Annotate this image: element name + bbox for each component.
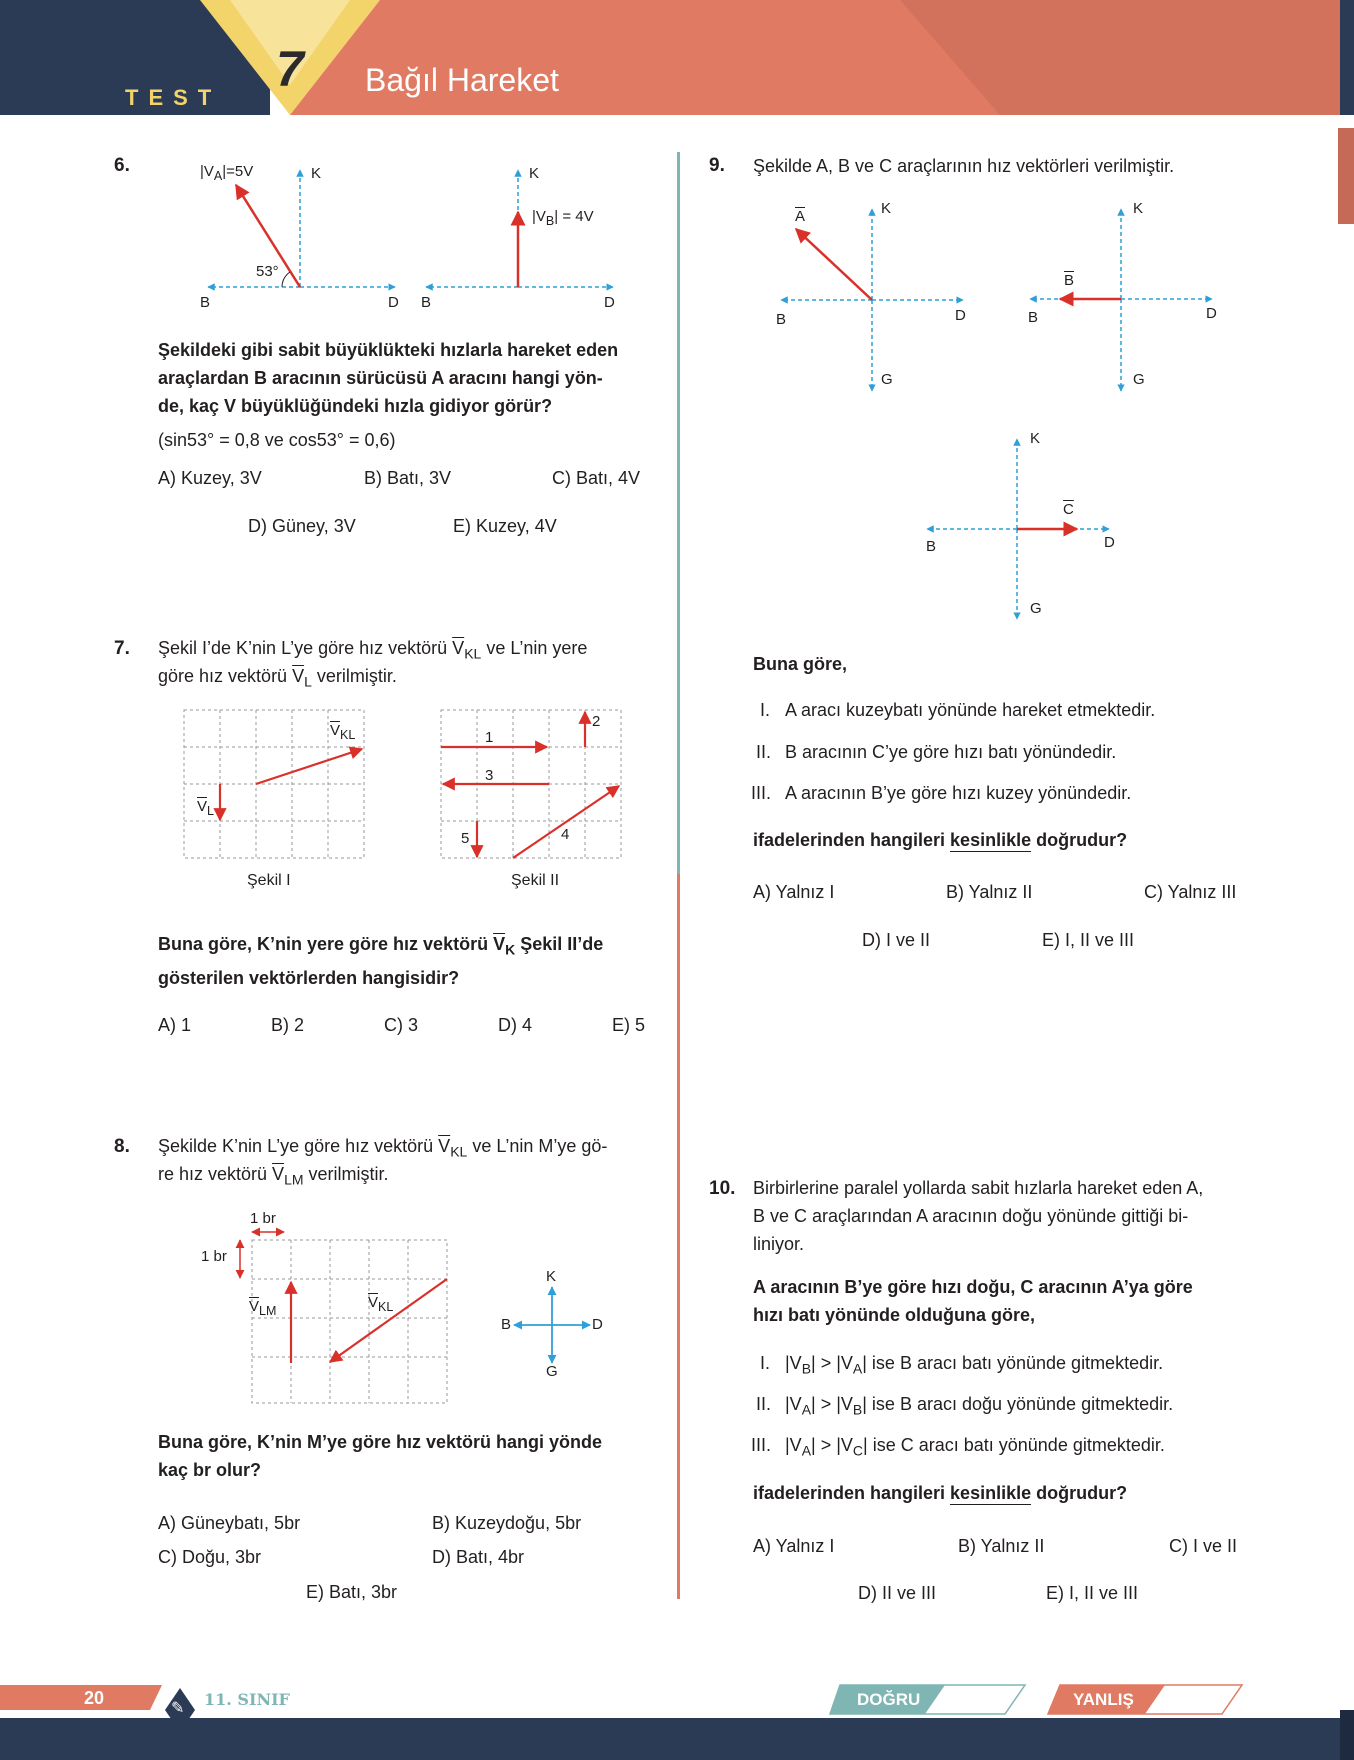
q6-number: 6. [114, 155, 130, 176]
q9-option-b[interactable]: B) Yalnız II [946, 882, 1033, 902]
test-number: 7 [276, 41, 304, 97]
q8-compass-k: K [546, 1268, 557, 1285]
q6-option-c[interactable]: C) Batı, 4V [552, 468, 641, 488]
q10-number: 10. [709, 1178, 736, 1199]
q9-option-d[interactable]: D) I ve II [862, 930, 931, 950]
q6-question-line: araçlardan B aracının sürücüsü A aracını hangi yön- [158, 368, 603, 388]
q8-number: 8. [114, 1136, 130, 1157]
q6-option-d[interactable]: D) Güney, 3V [248, 516, 356, 536]
q9-lead: Buna göre, [753, 654, 848, 674]
q9-figure-a [778, 205, 968, 385]
q6-note: (sin53° = 0,8 ve cos53° = 0,6) [158, 430, 396, 450]
q7-f1-vkl: $\overline{V}_{KL}$ [330, 722, 356, 742]
q7-f2-n1: 1 [485, 729, 494, 746]
q9-fc-d: D [1104, 534, 1115, 551]
q7-option-a[interactable]: A) 1 [158, 1015, 192, 1035]
q8-vlm: $\overline{V}_{LM}$ [249, 1298, 277, 1318]
q10-text-line: liniyor. [753, 1234, 805, 1254]
q9-fb-k: K [1133, 200, 1144, 217]
q7-f2-n4: 4 [561, 826, 570, 843]
q6-option-a[interactable]: A) Kuzey, 3V [158, 468, 262, 488]
q9-item-3-text: A aracının B’ye göre hızı kuzey yönündedir. [785, 783, 1132, 803]
correct-label[interactable]: DOĞRU [857, 1690, 921, 1709]
q10-option-d[interactable]: D) II ve III [858, 1583, 937, 1603]
q7-text-line-1: Şekil I’de K’nin L’ye göre hız vektörü $\overline{V}_{KL}$ ve L’nin yere [158, 638, 588, 662]
q10-ask: ifadelerinden hangileri kesinlikle doğrudur? [753, 1483, 1128, 1503]
q6-f2-d: D [604, 294, 615, 311]
q9-item-2-text: B aracının C’ye göre hızı batı yönündedir. [785, 742, 1117, 762]
q9-figure-c [923, 435, 1113, 615]
q7-f2-n5: 5 [461, 830, 470, 847]
grade-label: 11. SINIF [204, 1690, 290, 1709]
footer-logo-icon: ✎ [171, 1700, 185, 1717]
q9-fa-d: D [955, 307, 966, 324]
q9-fa-k: K [881, 200, 892, 217]
q8-option-e[interactable]: E) Batı, 3br [306, 1582, 398, 1602]
q9-fb-vec: $\overline{B}$ [1064, 272, 1075, 289]
q7-f1-caption: Şekil I [247, 872, 291, 889]
q9-option-a[interactable]: A) Yalnız I [753, 882, 835, 902]
q9-number: 9. [709, 155, 725, 176]
q6-figure-2 [418, 160, 618, 310]
q9-fa-vec: $\overline{A}$ [795, 208, 806, 225]
header [0, 0, 1354, 115]
q10-option-a[interactable]: A) Yalnız I [753, 1536, 835, 1556]
q9-item-1-roman: I. [760, 700, 771, 720]
q8-br-horizontal: 1 br [250, 1210, 276, 1227]
page-number: 20 [84, 1688, 105, 1708]
q6-f1-va: $|V_A|=5V$ [200, 163, 254, 183]
q7-f2-n2: 2 [592, 713, 601, 730]
q6-f2-k: K [529, 165, 540, 182]
q8-compass-g: G [546, 1363, 558, 1380]
q8-text-line-1: Şekilde K’nin L’ye göre hız vektörü $\overline{V}_{KL}$ ve L’nin M’ye gö- [158, 1136, 608, 1160]
q9-figure-b [1028, 205, 1218, 385]
q7-question [158, 930, 678, 992]
q8-question-line: Buna göre, K’nin M’ye göre hız vektörü hangi yönde [158, 1432, 603, 1452]
q10-option-e[interactable]: E) I, II ve III [1046, 1583, 1139, 1603]
q8-compass [503, 1275, 603, 1375]
q6-f1-d: D [388, 294, 399, 311]
q10-option-b[interactable]: B) Yalnız II [958, 1536, 1045, 1556]
q7-f1-vl: $\overline{V}_L$ [197, 798, 214, 818]
q9-fb-b: B [1028, 309, 1039, 326]
q6-f1-k: K [311, 165, 322, 182]
wrong-label[interactable]: YANLIŞ [1073, 1690, 1134, 1709]
q7-option-e[interactable]: E) 5 [612, 1015, 646, 1035]
q7-number: 7. [114, 638, 130, 659]
q9-fb-d: D [1206, 305, 1217, 322]
q9-fc-g: G [1030, 600, 1042, 617]
q6-question-line: de, kaç V büyüklüğündeki hızla gidiyor görür? [158, 396, 553, 416]
q8-option-a[interactable]: A) Güneybatı, 5br [158, 1513, 301, 1533]
test-label: TEST [125, 85, 222, 110]
q10-text-line: B ve C araçlarından A aracının doğu yönünde gittiği bi- [753, 1206, 1189, 1226]
q8-option-c[interactable]: C) Doğu, 3br [158, 1547, 262, 1567]
q6-f1-angle: 53° [256, 263, 279, 280]
q8-compass-b: B [501, 1316, 512, 1333]
q9-fc-vec: $\overline{C}$ [1063, 501, 1074, 518]
q8-option-d[interactable]: D) Batı, 4br [432, 1547, 525, 1567]
q10-item-3-roman: III. [751, 1435, 772, 1455]
q10-item-2-roman: II. [756, 1394, 772, 1414]
q8-option-b[interactable]: B) Kuzeydoğu, 5br [432, 1513, 582, 1533]
q9-fa-b: B [776, 311, 787, 328]
q10-text-line: Birbirlerine paralel yollarda sabit hızlarla hareket eden A, [753, 1178, 1204, 1198]
q8-br-vertical: 1 br [201, 1248, 227, 1265]
q8-text-line-2: re hız vektörü $\overline{V}_{LM}$ verilmiştir. [158, 1164, 389, 1188]
q9-text: Şekilde A, B ve C araçlarının hız vektörleri verilmiştir. [753, 156, 1175, 176]
q7-f2-n3: 3 [485, 767, 494, 784]
q9-item-2-roman: II. [756, 742, 772, 762]
q9-fb-g: G [1133, 371, 1145, 388]
q7-option-b[interactable]: B) 2 [271, 1015, 305, 1035]
q7-option-c[interactable]: C) 3 [384, 1015, 419, 1035]
q8-question-line: kaç br olur? [158, 1460, 262, 1480]
q10-item-3-text: $|V_A| > |V_C|$ ise C aracı batı yönünde gitmektedir. [785, 1435, 1165, 1459]
q7-question-line: Buna göre, K’nin yere göre hız vektörü $\overline{V}_K$ Şekil II’de [158, 934, 604, 958]
q6-option-e[interactable]: E) Kuzey, 4V [453, 516, 557, 536]
q10-condition-line: A aracının B’ye göre hızı doğu, C aracının A’ya göre [753, 1277, 1193, 1297]
q7-option-d[interactable]: D) 4 [498, 1015, 533, 1035]
q8-vkl: $\overline{V}_{KL}$ [368, 1294, 394, 1314]
q9-ask: ifadelerinden hangileri kesinlikle doğrudur? [753, 830, 1128, 850]
q9-item-3-roman: III. [751, 783, 772, 803]
q6-f1-b: B [200, 294, 211, 311]
q9-item-1-text: A aracı kuzeybatı yönünde hareket etmektedir. [785, 700, 1156, 720]
q6-f2-b: B [421, 294, 432, 311]
q6-question [158, 336, 658, 420]
q9-fc-b: B [926, 538, 937, 555]
q10-item-2-text: $|V_A| > |V_B|$ ise B aracı doğu yönünde gitmektedir. [785, 1394, 1174, 1418]
q7-question-line: gösterilen vektörlerden hangisidir? [158, 967, 460, 988]
q10-item-1-text: $|V_B| > |V_A|$ ise B aracı batı yönünde gitmektedir. [785, 1353, 1164, 1377]
column-divider-top [677, 152, 680, 874]
q6-f2-vb: $|V_B| = 4V$ [532, 208, 594, 228]
q10-text [753, 1174, 1253, 1258]
footer [0, 1680, 1354, 1760]
q6-question-line: Şekildeki gibi sabit büyüklükteki hızlarla hareket eden [158, 340, 619, 360]
q9-fa-g: G [881, 371, 893, 388]
q9-fc-k: K [1030, 430, 1041, 447]
q7-f2-caption: Şekil II [511, 872, 560, 889]
q8-question [158, 1428, 668, 1484]
q9-option-c[interactable]: C) Yalnız III [1144, 882, 1237, 902]
q10-condition [753, 1273, 1273, 1329]
q10-condition-line: hızı batı yönünde olduğuna göre, [753, 1305, 1035, 1325]
side-tab [1338, 128, 1354, 224]
q6-option-b[interactable]: B) Batı, 3V [364, 468, 452, 488]
q9-option-e[interactable]: E) I, II ve III [1042, 930, 1135, 950]
page-title: Bağıl Hareket [365, 62, 559, 98]
q10-item-1-roman: I. [760, 1353, 771, 1373]
q8-compass-d: D [592, 1316, 603, 1333]
q7-text-line-2: göre hız vektörü $\overline{V}_L$ verilmiştir. [158, 666, 397, 690]
q10-option-c[interactable]: C) I ve II [1169, 1536, 1238, 1556]
